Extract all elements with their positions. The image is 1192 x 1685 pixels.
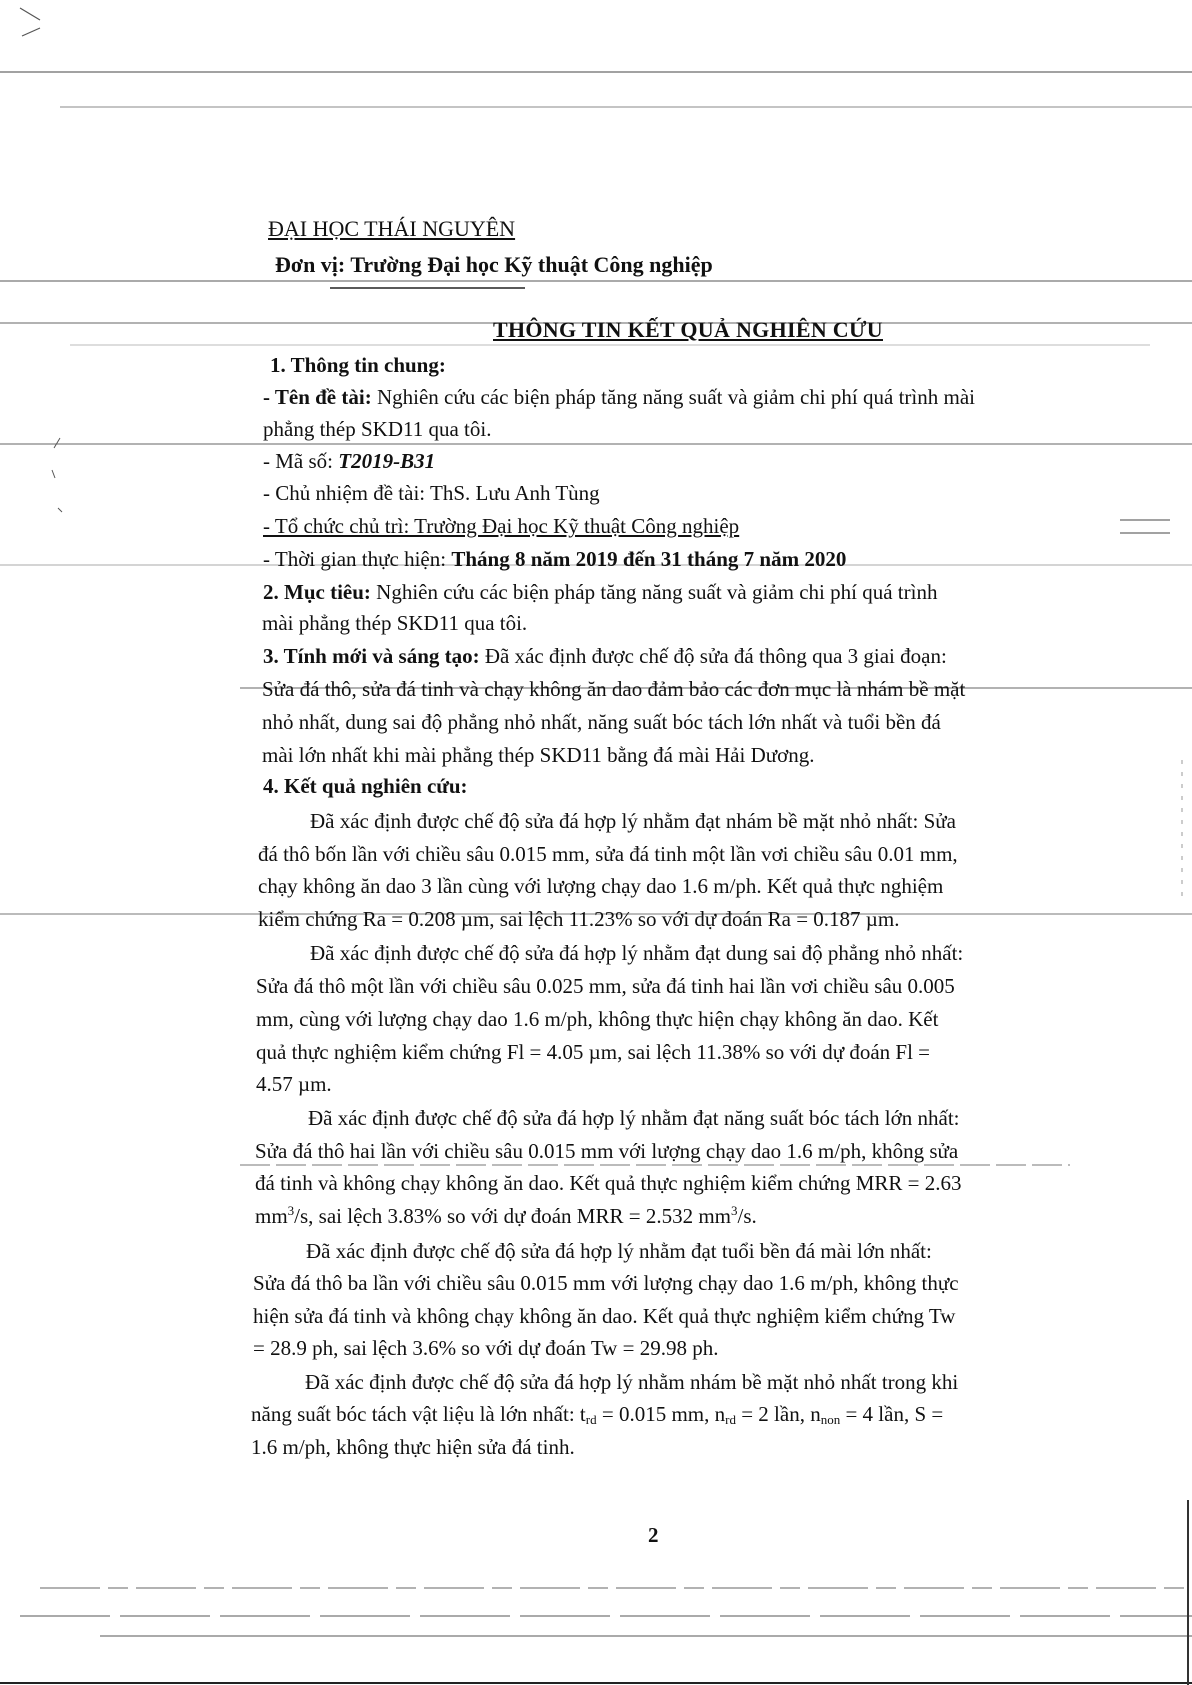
section-2-heading: 2. Mục tiêu: xyxy=(263,580,371,604)
result-1-line-3: chạy không ăn dao 3 lần cùng với lượng chạy dao 1.6 m/ph. Kết quả thực nghiệm xyxy=(258,874,944,898)
code-value: T2019-B31 xyxy=(338,449,436,473)
time-value: Tháng 8 năm 2019 đến 31 tháng 7 năm 2020 xyxy=(451,547,847,571)
university-name: ĐẠI HỌC THÁI NGUYÊN xyxy=(268,216,516,241)
section-2-line-2: mài phẳng thép SKD11 qua tôi. xyxy=(262,611,528,635)
result-2-line-1: Đã xác định được chế độ sửa đá hợp lý nhằm đạt dung sai độ phẳng nhỏ nhất: xyxy=(310,941,964,965)
result-5-line-3: 1.6 m/ph, không thực hiện sửa đá tinh. xyxy=(251,1435,575,1459)
leader-line: - Chủ nhiệm đề tài: ThS. Lưu Anh Tùng xyxy=(263,481,600,505)
org-line: - Tổ chức chủ trì: Trường Đại học Kỹ thuật Công nghiệp xyxy=(263,514,740,538)
result-2-line-2: Sửa đá thô một lần với chiều sâu 0.025 mm, sửa đá tinh hai lần vơi chiều sâu 0.005 xyxy=(256,974,955,998)
unit-name: Trường Đại học Kỹ thuật Công nghiệp xyxy=(350,252,713,277)
result-1-line-2: đá thô bốn lần với chiều sâu 0.015 mm, sửa đá tinh một lần vơi chiều sâu 0.01 mm, xyxy=(258,842,958,866)
unit-label: Đơn vị: xyxy=(275,252,346,277)
time-line xyxy=(263,546,846,572)
unit-line xyxy=(275,252,713,278)
result-5-text: = 0.015 mm, n xyxy=(596,1402,726,1426)
unit-text: mm xyxy=(255,1204,288,1228)
topic-text-1: Nghiên cứu các biện pháp tăng năng suất và giảm chi phí quá trình mài xyxy=(376,385,975,409)
topic-line-2: phẳng thép SKD11 qua tôi. xyxy=(263,417,492,441)
result-3-text: /s, sai lệch 3.83% so với dự đoán MRR = 2.532 mm xyxy=(294,1204,731,1228)
result-2-line-5: 4.57 µm. xyxy=(256,1072,332,1096)
section-3-line-1 xyxy=(263,643,947,669)
subscript: rd xyxy=(585,1412,597,1427)
result-5-text: năng suất bóc tách vật liệu là lớn nhất: t xyxy=(251,1402,586,1426)
result-2-line-3: mm, cùng với lượng chạy dao 1.6 m/ph, không thực hiện chạy không ăn dao. Kết xyxy=(256,1007,939,1031)
result-3-line-3: đá tinh và không chạy không ăn dao. Kết quả thực nghiệm kiểm chứng MRR = 2.63 xyxy=(255,1171,962,1195)
result-5-text: = 2 lần, n xyxy=(735,1402,821,1426)
result-3-line-1: Đã xác định được chế độ sửa đá hợp lý nhằm đạt năng suất bóc tách lớn nhất: xyxy=(308,1106,960,1130)
page-title: THÔNG TIN KẾT QUẢ NGHIÊN CỨU xyxy=(493,317,883,342)
time-label: - Thời gian thực hiện: xyxy=(263,547,447,571)
topic-line-1 xyxy=(263,384,975,410)
superscript: 3 xyxy=(287,1203,295,1218)
result-2-line-4: quả thực nghiệm kiểm chứng Fl = 4.05 µm, sai lệch 11.38% so với dự đoán Fl = xyxy=(256,1040,931,1064)
result-1-line-4: kiểm chứng Ra = 0.208 µm, sai lệch 11.23% so với dự đoán Ra = 0.187 µm. xyxy=(258,907,900,931)
section-2-text-1: Nghiên cứu các biện pháp tăng năng suất và giảm chi phí quá trình xyxy=(376,580,938,604)
unit-text: /s. xyxy=(737,1204,757,1228)
result-5-text: = 4 lần, S = xyxy=(840,1402,944,1426)
section-3-line-4: mài lớn nhất khi mài phẳng thép SKD11 bằng đá mài Hải Dương. xyxy=(262,743,815,767)
section-3-heading: 3. Tính mới và sáng tạo: xyxy=(263,644,480,668)
section-3-line-2: Sửa đá thô, sửa đá tinh và chạy không ăn dao đảm bảo các đơn mục là nhám bề mặt xyxy=(262,677,966,701)
result-4-line-4: = 28.9 ph, sai lệch 3.6% so với dự đoán Tw = 29.98 ph. xyxy=(253,1336,719,1360)
result-5-line-1: Đã xác định được chế độ sửa đá hợp lý nhằm nhám bề mặt nhỏ nhất trong khi xyxy=(305,1370,959,1394)
subscript: non xyxy=(820,1412,841,1427)
result-3-line-4 xyxy=(255,1203,757,1229)
section-3-line-3: nhỏ nhất, dung sai độ phẳng nhỏ nhất, năng suất bóc tách lớn nhất và tuổi bền đá xyxy=(262,710,941,734)
section-4-heading: 4. Kết quả nghiên cứu: xyxy=(263,774,468,798)
result-5-line-2 xyxy=(251,1401,943,1427)
result-1-line-1: Đã xác định được chế độ sửa đá hợp lý nhằm đạt nhám bề mặt nhỏ nhất: Sửa xyxy=(310,809,956,833)
result-4-line-3: hiện sửa đá tinh và không chạy không ăn dao. Kết quả thực nghiệm kiểm chứng Tw xyxy=(253,1304,956,1328)
section-1-heading: 1. Thông tin chung: xyxy=(270,353,446,377)
code-label: - Mã số: xyxy=(263,449,333,473)
result-4-line-1: Đã xác định được chế độ sửa đá hợp lý nhằm đạt tuổi bền đá mài lớn nhất: xyxy=(306,1239,932,1263)
superscript: 3 xyxy=(731,1203,738,1218)
section-3-text-1: Đã xác định được chế độ sửa đá thông qua 3 giai đoạn: xyxy=(484,644,947,668)
section-2-line-1 xyxy=(263,579,937,605)
subscript: rd xyxy=(725,1412,736,1427)
code-line xyxy=(263,448,435,474)
page-number: 2 xyxy=(648,1523,659,1547)
topic-label: - Tên đề tài: xyxy=(263,385,372,409)
result-4-line-2: Sửa đá thô ba lần với chiều sâu 0.015 mm với lượng chạy dao 1.6 m/ph, không thực xyxy=(253,1271,959,1295)
result-3-line-2: Sửa đá thô hai lần với chiều sâu 0.015 mm với lượng chạy dao 1.6 m/ph, không sửa xyxy=(255,1139,959,1163)
